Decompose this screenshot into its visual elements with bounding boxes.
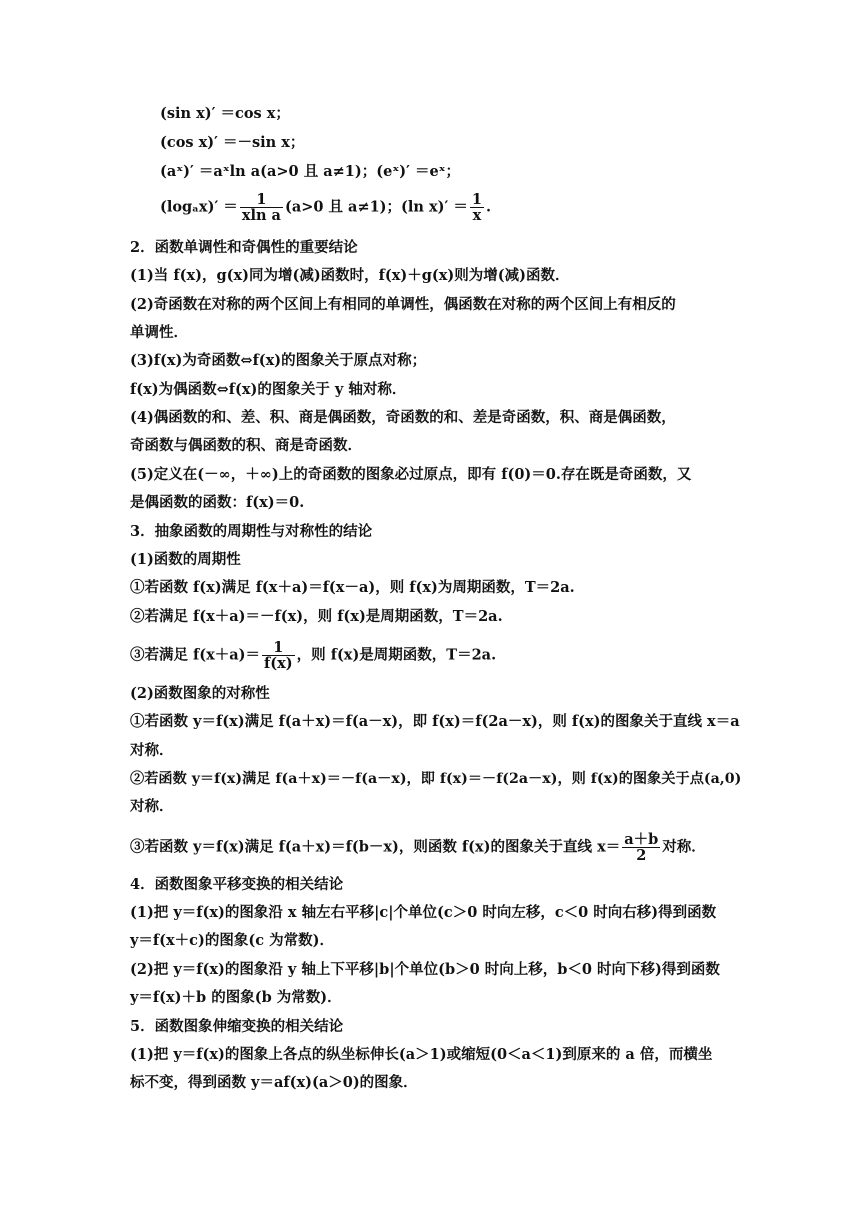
section2-p4a: (4)偶函数的和、差、积、商是偶函数，奇函数的和、差是奇函数，积、商是偶函数， xyxy=(130,409,676,426)
section3-s1b: 对称． xyxy=(130,742,174,759)
log-frac-num: 1 xyxy=(240,192,283,208)
section3-s2b: 对称． xyxy=(130,798,174,815)
section2-p5a: (5)定义在(－∞，＋∞)上的奇函数的图象必过原点，即有 f(0)＝0.存在既是奇函数，又 xyxy=(130,466,692,483)
s3-right: 对称． xyxy=(662,838,706,856)
s3-num: a＋b xyxy=(624,831,659,848)
s3-den: 2 xyxy=(636,847,647,864)
section3-s2a: ②若函数 y＝f(x)满足 f(a＋x)＝－f(a－x)，即 f(x)＝－f(2a－x)，则 f(x)的图象关于点(a,0) xyxy=(130,771,742,787)
ln-fraction xyxy=(470,192,484,223)
c3-left: ③若满足 f(x＋a)＝ xyxy=(130,646,261,664)
section2-p3b: f(x)为偶函数⇔f(x)的图象关于 y 轴对称． xyxy=(130,381,407,398)
s3-left: ③若函数 y＝f(x)满足 f(a＋x)＝f(b－x)，则函数 f(x)的图象关于直线 x＝ xyxy=(130,838,621,856)
section3-s3 xyxy=(130,832,706,863)
c3-right: ，则 f(x)是周期函数，T＝2a. xyxy=(296,646,497,664)
section4-p1b: y＝f(x＋c)的图象(c 为常数)． xyxy=(130,932,334,949)
log-mid: (a>0 且 a≠1)；(ln x)′ ＝ xyxy=(284,198,468,216)
section3-c1: ①若函数 f(x)满足 f(x＋a)＝f(x－a)，则 f(x)为周期函数，T＝2a. xyxy=(130,579,575,596)
section5-p1b: 标不变，得到函数 y＝af(x)(a＞0)的图象． xyxy=(130,1074,418,1091)
log-end: . xyxy=(485,198,492,216)
section2-p5b: 是偶函数的函数：f(x)＝0. xyxy=(130,494,305,511)
derivative-log xyxy=(160,192,491,223)
log-frac-den: xln a xyxy=(241,207,281,224)
section4-heading: 4．函数图象平移变换的相关结论 xyxy=(130,876,344,893)
section4-p2b: y＝f(x)＋b 的图象(b 为常数)． xyxy=(130,989,342,1006)
c3-num: 1 xyxy=(262,640,295,656)
section2-heading: 2．函数单调性和奇偶性的重要结论 xyxy=(130,239,358,256)
section3-sub1: (1)函数的周期性 xyxy=(130,551,241,568)
section2-p2a: (2)奇函数在对称的两个区间上有相同的单调性，偶函数在对称的两个区间上有相反的 xyxy=(130,296,676,313)
section5-p1a: (1)把 y＝f(x)的图象上各点的纵坐标伸长(a＞1)或缩短(0＜a＜1)到原来的 a 倍，而横坐 xyxy=(130,1046,713,1063)
section3-c3 xyxy=(130,640,496,671)
c3-fraction xyxy=(262,640,295,671)
s3-fraction xyxy=(622,832,660,863)
c3-den: f(x) xyxy=(264,655,293,672)
derivative-cos: (cos x)′ ＝－sin x； xyxy=(160,134,305,151)
section2-p3a: (3)f(x)为奇函数⇔f(x)的图象关于原点对称； xyxy=(130,352,427,369)
section4-p2a: (2)把 y＝f(x)的图象沿 y 轴上下平移|b|个单位(b＞0 时向上移，b＜0 时向下移)得到函数 xyxy=(130,961,720,978)
section3-heading: 3．抽象函数的周期性与对称性的结论 xyxy=(130,523,373,540)
log-fraction xyxy=(240,192,283,223)
section2-p2b: 单调性． xyxy=(130,324,188,341)
ln-frac-num: 1 xyxy=(471,191,482,208)
section3-s1a: ①若函数 y＝f(x)满足 f(a＋x)＝f(a－x)，即 f(x)＝f(2a－x)，则 f(x)的图象关于直线 x＝a xyxy=(130,713,740,730)
section5-heading: 5．函数图象伸缩变换的相关结论 xyxy=(130,1018,344,1035)
section2-p4b: 奇函数与偶函数的积、商是奇函数． xyxy=(130,437,362,454)
section2-p1: (1)当 f(x)，g(x)同为增(减)函数时，f(x)＋g(x)则为增(减)函数． xyxy=(130,267,570,284)
derivative-sin: (sin x)′ ＝cos x； xyxy=(160,105,290,122)
ln-frac-den: x xyxy=(472,207,482,224)
section3-sub2: (2)函数图象的对称性 xyxy=(130,685,270,702)
log-left: (logₐx)′ ＝ xyxy=(160,198,238,216)
section3-c2: ②若满足 f(x＋a)＝－f(x)，则 f(x)是周期函数，T＝2a. xyxy=(130,608,503,625)
derivative-exp: (aˣ)′ ＝aˣln a(a>0 且 a≠1)；(eˣ)′ ＝eˣ； xyxy=(160,163,461,180)
section4-p1a: (1)把 y＝f(x)的图象沿 x 轴左右平移|c|个单位(c＞0 时向左移，c＜0 时向右移)得到函数 xyxy=(130,904,717,921)
